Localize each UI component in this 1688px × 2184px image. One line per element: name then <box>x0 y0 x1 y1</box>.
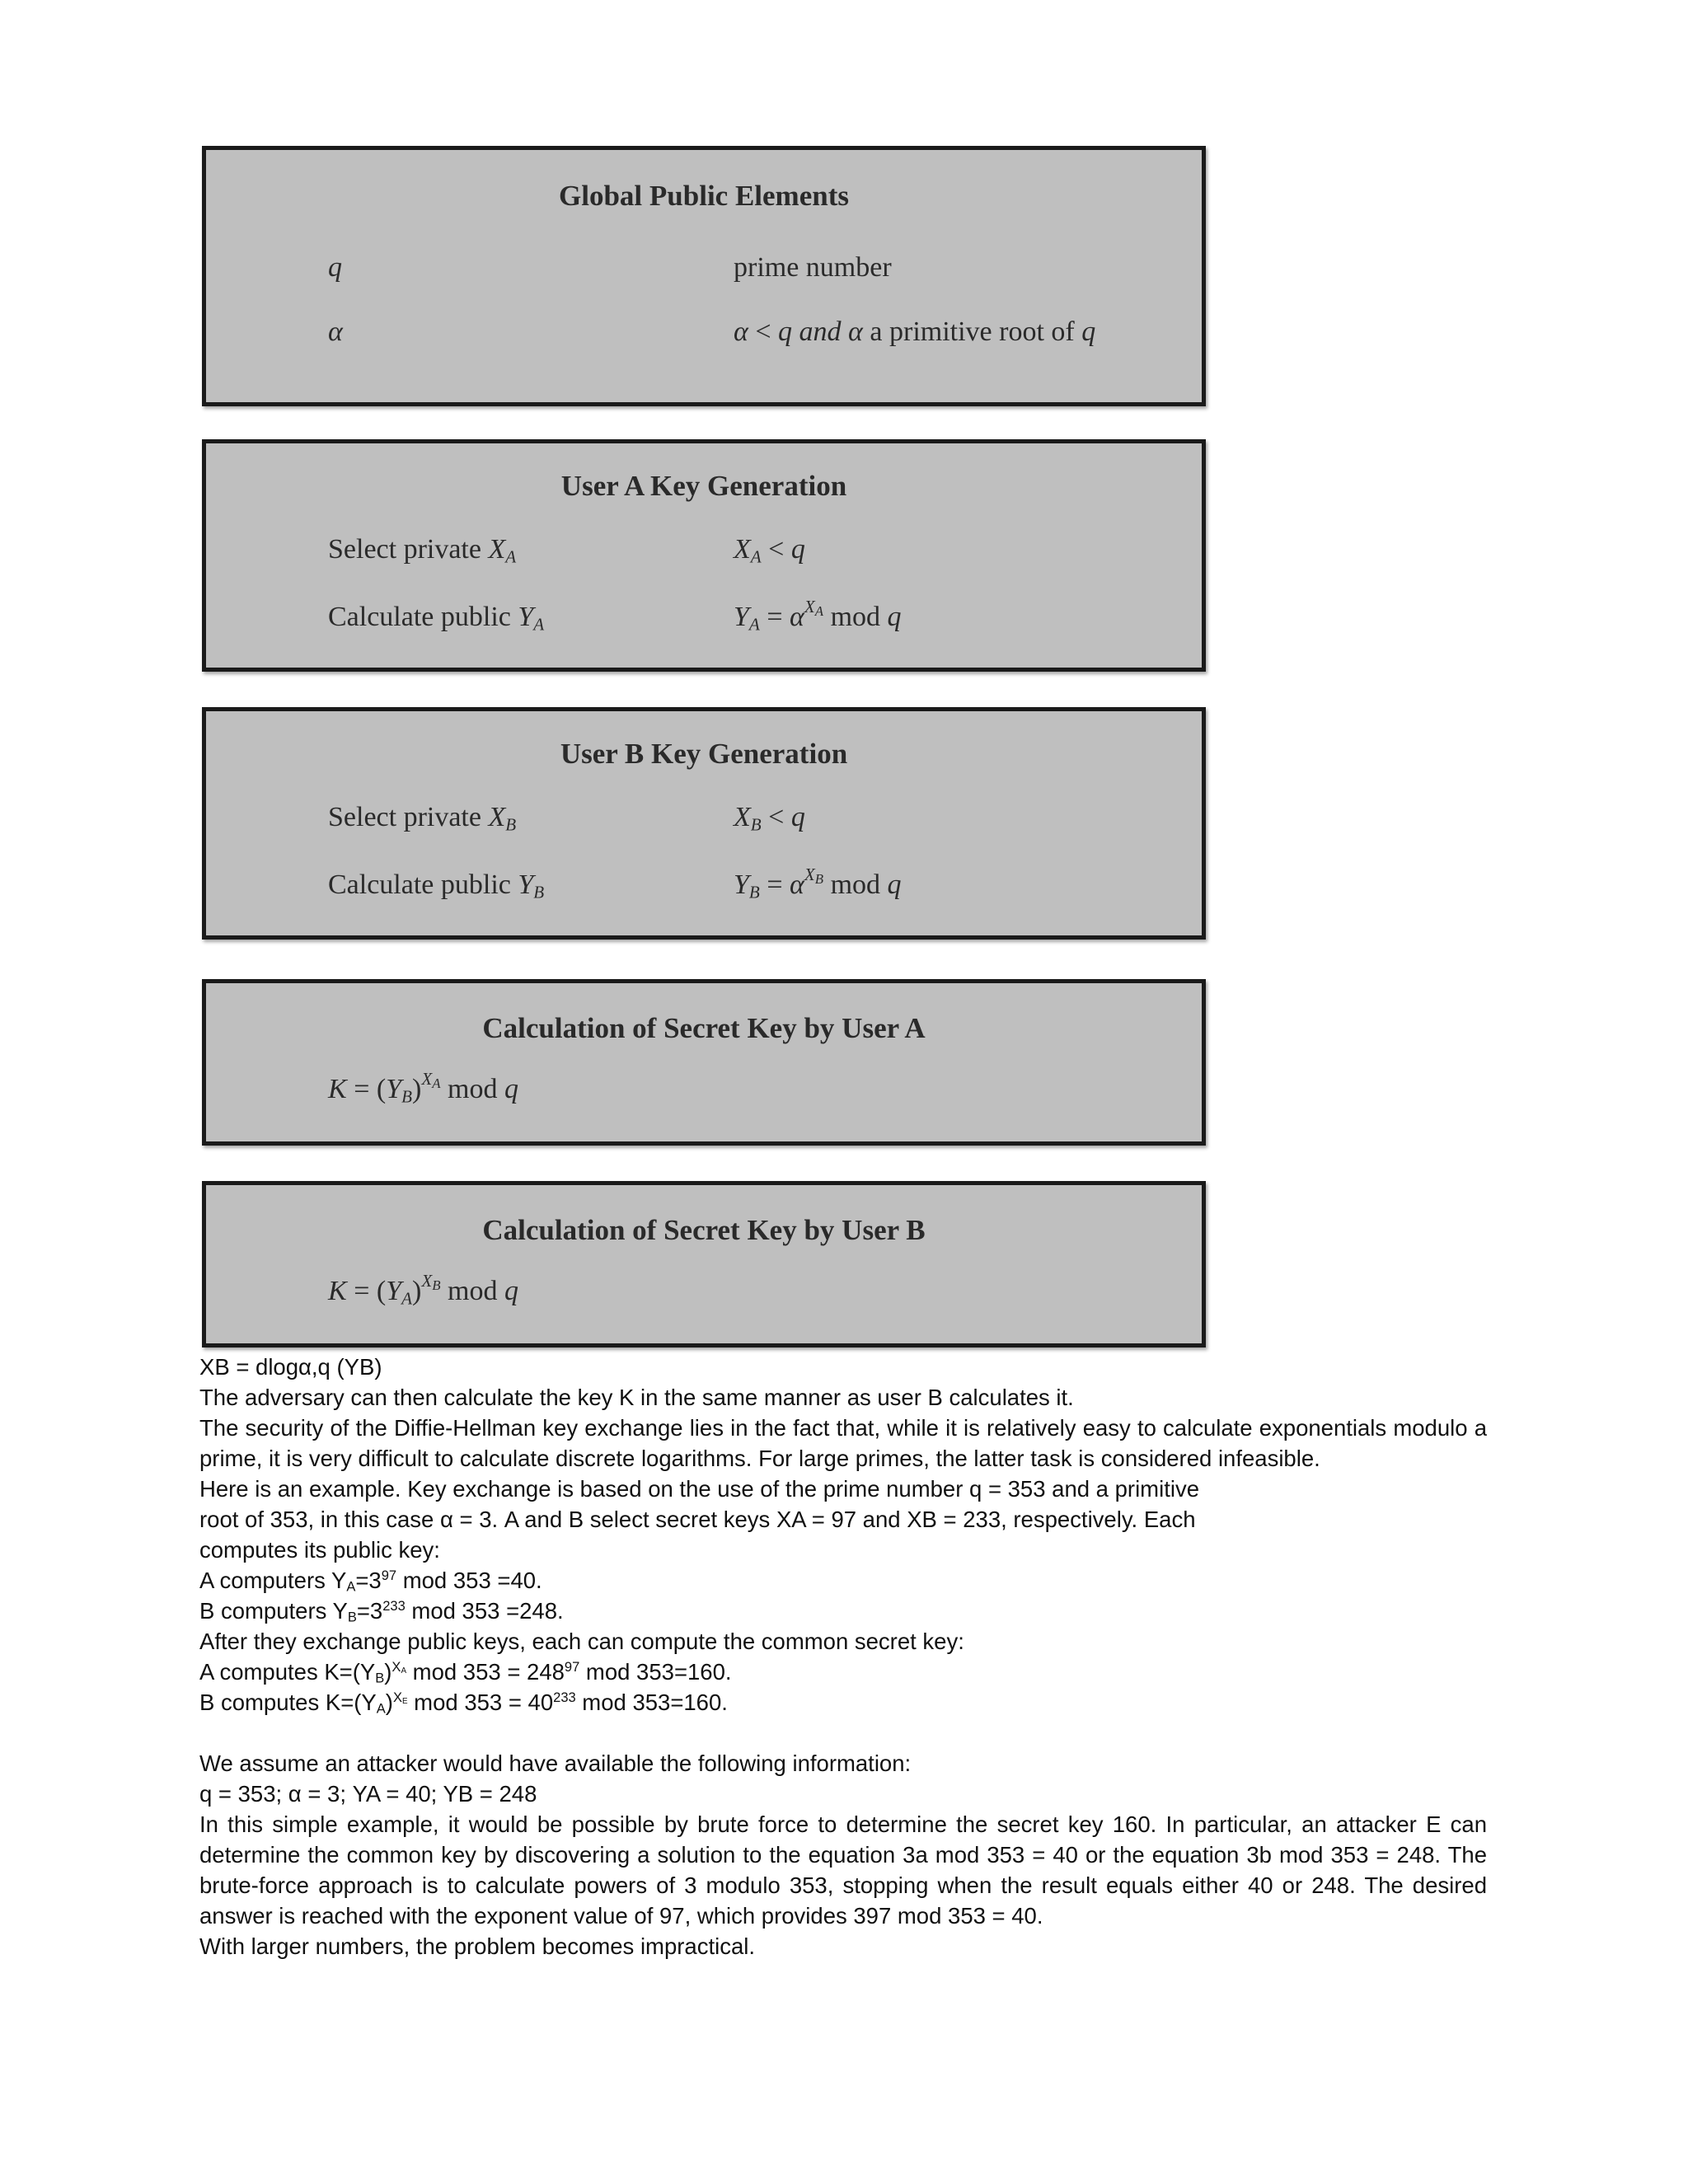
secret-key-user-b-box <box>202 1181 1206 1347</box>
assumption-line: We assume an attacker would have available the following information: <box>199 1750 912 1776</box>
box-title: User B Key Generation <box>560 738 848 770</box>
alpha-symbol: α <box>328 316 343 347</box>
box-title: Calculation of Secret Key by User A <box>482 1012 926 1044</box>
example-line-1: Here is an example. Key exchange is based on the use of the prime number q = 353 and a primitive <box>199 1476 1199 1502</box>
box-title: User A Key Generation <box>560 470 847 502</box>
secret-key-formula: $K = (Y_A)^{X_B}$ mod q <box>328 1271 518 1309</box>
example-line-2: root of 353, in this case α = 3. A and B select secret keys XA = 97 and XB = 233, respectively. Each <box>199 1507 1196 1532</box>
public-key-b-line: B computers $Y_B=3^{233}$ mod 353 =248. <box>199 1598 564 1625</box>
q-description: prime number <box>734 252 892 283</box>
body-text <box>199 1352 1487 1961</box>
q-symbol: q <box>328 252 342 283</box>
adversary-line: The adversary can then calculate the key K in the same manner as user B calculates it. <box>199 1385 1074 1410</box>
secret-key-user-a-box <box>202 979 1206 1146</box>
conclusion-line: With larger numbers, the problem becomes impractical. <box>199 1933 756 1959</box>
calculate-public-label: Calculate public $Y_A$ <box>328 602 545 635</box>
alpha-description: α < q and α a primitive root of q <box>734 316 1096 347</box>
exchange-line: After they exchange public keys, each can compute the common secret key: <box>199 1629 964 1654</box>
box-title: Calculation of Secret Key by User B <box>482 1214 926 1246</box>
public-key-formula: $Y_B = \alpha^{X_B}$ mod q <box>734 865 902 902</box>
attacker-info-line: q = 353; α = 3; YA = 40; YB = 248 <box>199 1781 537 1807</box>
example-line-3: computes its public key: <box>199 1537 440 1563</box>
discrete-log-line: XB = dlogα,q (YB) <box>199 1354 382 1380</box>
global-public-elements-box <box>202 146 1206 406</box>
calculate-public-label: Calculate public $Y_B$ <box>328 869 545 902</box>
select-private-label: Select private $X_B$ <box>328 802 517 835</box>
blank-line <box>199 1718 1487 1748</box>
private-key-condition: $X_A < q$ <box>734 534 805 567</box>
user-b-key-generation-box <box>202 707 1206 940</box>
public-key-a-line: A computers $Y_A=3^{97}$ mod 353 =40. <box>199 1568 542 1595</box>
secret-key-formula: $K = (Y_B)^{X_A}$ mod q <box>328 1069 518 1107</box>
secret-key-b-line: B computes $K=(Y_A)^{X_E}$ mod $353 = 40^{233}$ mod 353=160. <box>199 1690 728 1717</box>
security-paragraph: The security of the Diffie-Hellman key exchange lies in the fact that, while it is relatively easy to calculate exponentials modulo a prime, it is very difficult to calculate discrete logarithms. For large primes, the latter task is considered infeasible. <box>199 1415 1487 1471</box>
public-key-formula: $Y_A = \alpha^{X_A}$ mod q <box>734 597 902 635</box>
brute-force-paragraph: In this simple example, it would be possible by brute force to determine the secret key 160. In particular, an attacker E can determine the common key by discovering a solution to the equation 3a mod 353 = 40 or the equation 3b mod 353 = 248. The brute-force approach is to calculate powers of 3 modulo 353, stopping when the result equals either 40 or 248. The desired answer is reached with the exponent value of 97, which provides 397 mod 353 = 40. <box>199 1811 1487 1929</box>
select-private-label: Select private $X_A$ <box>328 534 517 567</box>
private-key-condition: $X_B < q$ <box>734 802 805 835</box>
user-a-key-generation-box <box>202 439 1206 672</box>
secret-key-a-line: A computes $K=(Y_B)^{X_A}$ mod $353 = 248^{97}$ mod 353=160. <box>199 1659 732 1686</box>
box-title: Global Public Elements <box>559 180 849 212</box>
